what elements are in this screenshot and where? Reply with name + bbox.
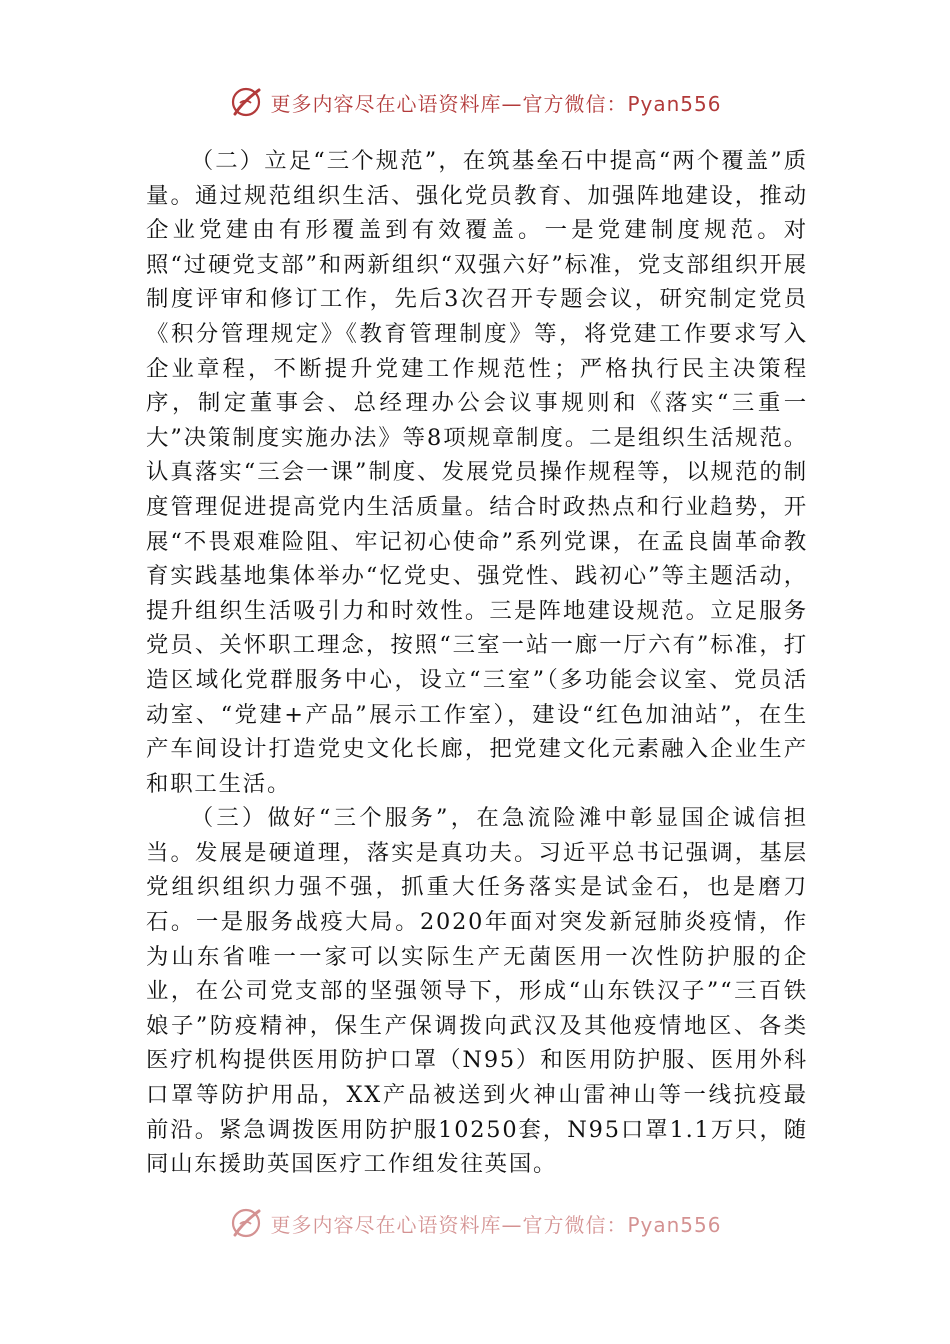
paragraph: （三）做好“三个服务”，在急流险滩中彰显国企诚信担当。发展是硬道理，落实是真功夫。习近平总书记强调，基层党组织组织力强不强，抓重大任务落实是试金石，也是磨刀石。一是服务战疫大局。2020年面对突发新冠肺炎疫情，作为山东省唯一一家可以实际生产无菌医用一次性防护服的企业，在公司党支部的坚强领导下，形成“山东铁汉子”“三百铁娘子”防疫精神，保生产保调拨向武汉及其他疫情地区、各类医疗机构提供医用防护口罩（N95）和医用防护服、医用外科口罩等防护用品，XX产品被送到火神山雷神山等一线抗疫最前沿。紧急调拨医用防护服10250套，N95口罩1.1万只，随同山东援助英国医疗工作组发往英国。 (146, 805, 808, 1178)
watermark-text: 更多内容尽在心语资料库—官方微信：Pyan556 (270, 91, 722, 116)
brush-logo-icon (228, 1205, 264, 1241)
watermark-banner-top (0, 82, 950, 122)
watermark-text: 更多内容尽在心语资料库—官方微信：Pyan556 (270, 1212, 722, 1237)
document-body (146, 144, 808, 1182)
watermark-banner-bottom (0, 1203, 950, 1243)
paragraph: （二）立足“三个规范”，在筑基垒石中提高“两个覆盖”质量。通过规范组织生活、强化党员教育、加强阵地建设，推动企业党建由有形覆盖到有效覆盖。一是党建制度规范。对照“过硬党支部”和两新组织“双强六好”标准，党支部组织开展制度评审和修订工作，先后3次召开专题会议，研究制定党员《积分管理规定》《教育管理制度》等，将党建工作要求写入企业章程，不断提升党建工作规范性；严格执行民主决策程序，制定董事会、总经理办公会议事规则和《落实“三重一大”决策制度实施办法》等8项规章制度。二是组织生活规范。认真落实“三会一课”制度、发展党员操作规程等，以规范的制度管理促进提高党内生活质量。结合时政热点和行业趋势，开展“不畏艰难险阻、牢记初心使命”系列党课，在孟良崮革命教育实践基地集体举办“忆党史、强党性、践初心”等主题活动，提升组织生活吸引力和时效性。三是阵地建设规范。立足服务党员、关怀职工理念，按照“三室一站一廊一厅六有”标准，打造区域化党群服务中心，设立“三室”（多功能会议室、党员活动室、“党建+产品”展示工作室），建设“红色加油站”，在生产车间设计打造党史文化长廊，把党建文化元素融入企业生产和职工生活。 (146, 148, 808, 797)
brush-logo-icon (228, 84, 264, 120)
